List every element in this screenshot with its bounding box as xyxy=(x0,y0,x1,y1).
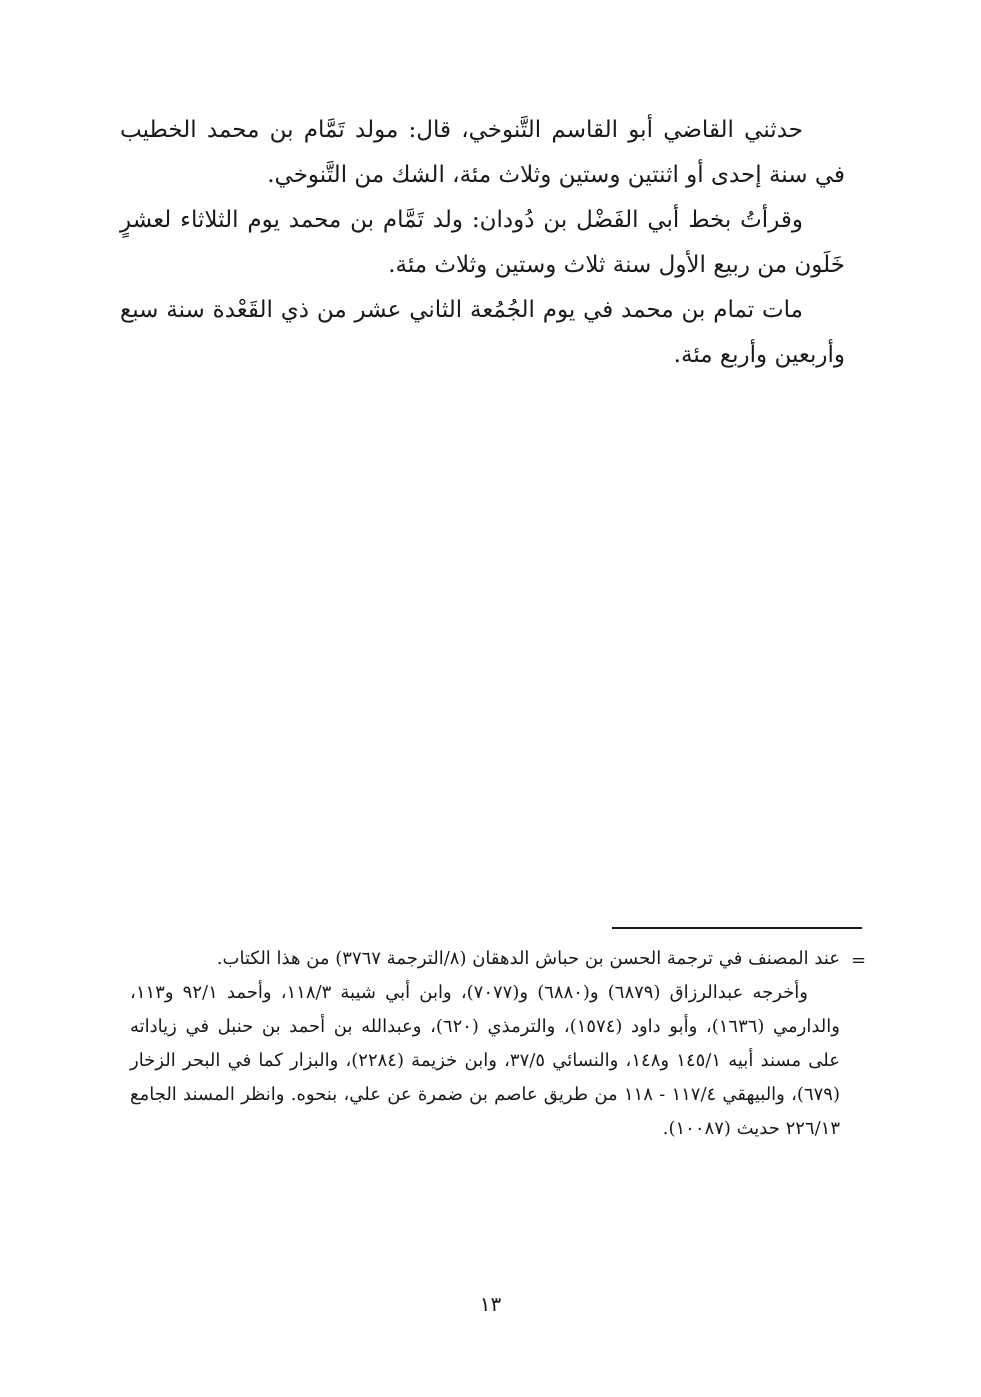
footnote-takhrij: وأخرجه عبدالرزاق (٦٨٧٩) و(٦٨٨٠) و(٧٠٧٧)، وابن أبي شيبة ١١٨/٣، وأحمد ٩٢/١ و١١٣، والدارمي (١٦٣٦)، وأبو داود (١٥٧٤)، والترمذي (٦٢٠)، وعبدالله بن أحمد بن حنبل في زياداته على مسند أبيه ١٤٥/١ و١٤٨، والنسائي ٣٧/٥، وابن خزيمة (٢٢٨٤)، والبزار كما في البحر الزخار (٦٧٩)، والبيهقي ١١٧/٤ - ١١٨ من طريق عاصم بن ضمرة عن علي، بنحوه. وانظر المسند الجامع ٢٢٦/١٣ حديث (١٠٠٨٧). xyxy=(130,982,840,1139)
footnotes xyxy=(130,942,840,1146)
paragraph-birth: حدثني القاضي أبو القاسم التَّنوخي، قال: مولد تَمَّام بن محمد الخطيب في سنة إحدى أو اثنتين وستين وثلاث مئة، الشك من التَّنوخي. xyxy=(120,117,845,188)
footnote-continuation-mark: = xyxy=(851,950,867,971)
footnote-separator xyxy=(612,927,862,929)
paragraph-reading: وقرأتُ بخط أبي الفَضْل بن دُودان: ولد تَمَّام بن محمد يوم الثلاثاء لعشرٍ خَلَون من ربيع الأول سنة ثلاث وستين وثلاث مئة. xyxy=(120,207,845,278)
footnote-continued: عند المصنف في ترجمة الحسن بن حباش الدهقان (٨/الترجمة ٣٧٦٧) من هذا الكتاب. xyxy=(216,948,840,969)
paragraph-death: مات تمام بن محمد في يوم الجُمُعة الثاني عشر من ذي القَعْدة سنة سبع وأربعين وأربع مئة. xyxy=(120,297,845,368)
main-text xyxy=(120,108,845,378)
page-number: ١٣ xyxy=(479,1292,502,1316)
